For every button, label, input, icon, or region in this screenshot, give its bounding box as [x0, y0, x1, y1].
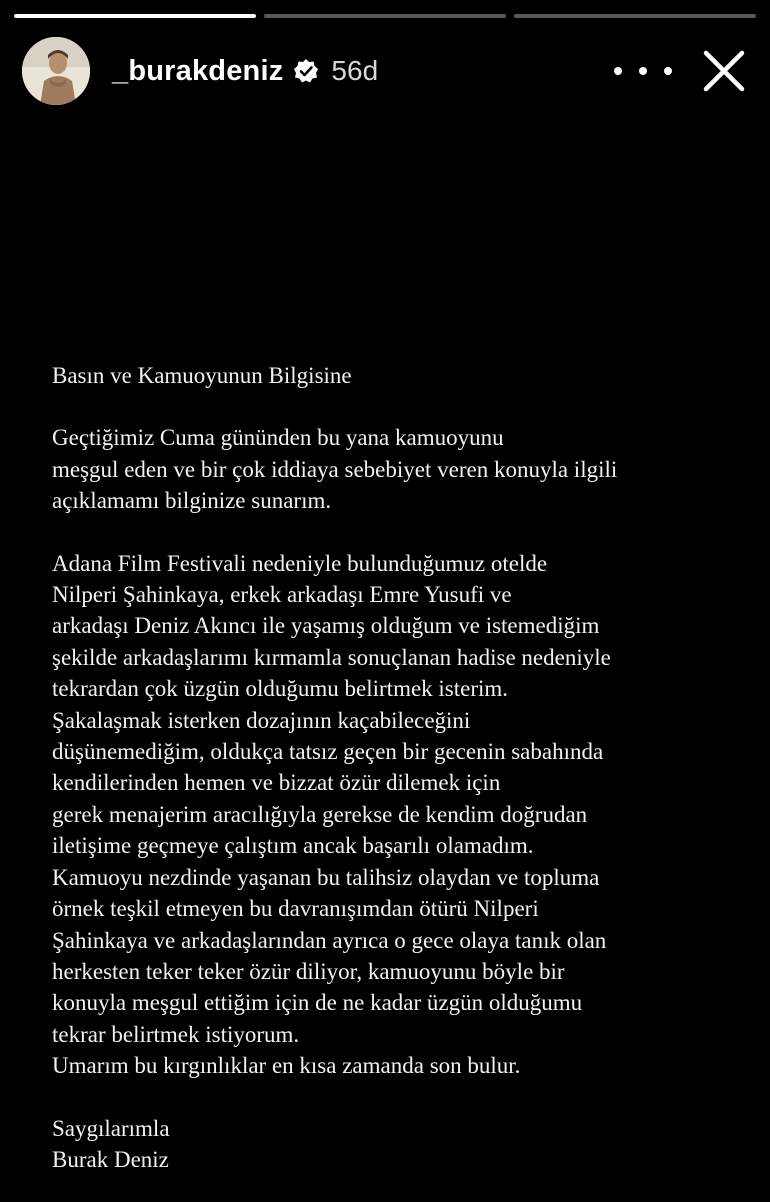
more-dot: [614, 67, 622, 75]
post-time: 56d: [331, 55, 379, 86]
progress-segment: [14, 14, 256, 18]
letter-closing: Saygılarımla: [52, 1115, 170, 1141]
progress-segment: [514, 14, 756, 18]
letter-line: açıklamamı bilginize sunarım.: [52, 488, 332, 514]
statement-text: [52, 360, 752, 1175]
letter-line: gerek menajerim aracılığıyla gerekse de kendim doğrudan: [52, 801, 588, 827]
letter-line: Kamuoyu nezdinde yaşanan bu talihsiz olaydan ve topluma: [52, 864, 600, 890]
letter-line: iletişime geçmeye çalıştım ancak başarılı olamadım.: [52, 833, 534, 859]
close-icon[interactable]: [702, 49, 746, 93]
paragraph-gap: [52, 1082, 752, 1113]
letter-line: Geçtiğimiz Cuma gününden bu yana kamuoyunu: [52, 425, 504, 451]
letter-line: Umarım bu kırgınlıklar en kısa zamanda son bulur.: [52, 1053, 521, 1079]
letter-line: Şakalaşmak isterken dozajının kaçabileceğini: [52, 707, 471, 733]
letter-line: Nilperi Şahinkaya, erkek arkadaşı Emre Yusufi ve: [52, 582, 512, 608]
letter-line: Şahinkaya ve arkadaşlarından ayrıca o gece olaya tanık olan: [52, 927, 607, 953]
letter-line: tekrardan çok üzgün olduğumu belirtmek isterim.: [52, 676, 509, 702]
letter-line: kendilerinden hemen ve bizzat özür dilemek için: [52, 770, 501, 796]
letter-signature: Burak Deniz: [52, 1146, 169, 1172]
letter-line: tekrar belirtmek istiyorum.: [52, 1021, 300, 1047]
story-progress-bar: [14, 14, 756, 18]
letter-line: arkadaşı Deniz Akıncı ile yaşamış olduğum ve istemediğim: [52, 613, 600, 639]
letter-heading: Basın ve Kamuoyunun Bilgisine: [52, 363, 352, 388]
letter-line: düşünemediğim, oldukça tatsız geçen bir gecenin sabahında: [52, 739, 604, 765]
paragraph-gap: [52, 391, 752, 422]
letter-line: meşgul eden ve bir çok iddiaya sebebiyet veren konuyla ilgili: [52, 456, 618, 482]
more-dot: [639, 67, 647, 75]
verified-badge-icon: [293, 58, 319, 84]
letter-line: şekilde arkadaşlarımı kırmamla sonuçlanan hadise nedeniyle: [52, 644, 611, 670]
progress-segment: [264, 14, 506, 18]
avatar[interactable]: [22, 37, 90, 105]
progress-fill: [14, 14, 256, 18]
more-dot: [664, 67, 672, 75]
more-options-icon[interactable]: [614, 56, 672, 86]
story-header: [22, 36, 752, 106]
letter-line: örnek teşkil etmeyen bu davranışımdan ötürü Nilperi: [52, 896, 539, 922]
username[interactable]: _burakdeniz: [112, 54, 284, 87]
letter-line: herkesten teker teker özür diliyor, kamuoyunu böyle bir: [52, 958, 565, 984]
letter-line: Adana Film Festivali nedeniyle bulunduğumuz otelde: [52, 550, 548, 576]
avatar-photo-icon: [22, 37, 90, 105]
paragraph-gap: [52, 517, 752, 548]
letter-line: konuyla meşgul ettiğim için de ne kadar üzgün olduğumu: [52, 990, 583, 1016]
